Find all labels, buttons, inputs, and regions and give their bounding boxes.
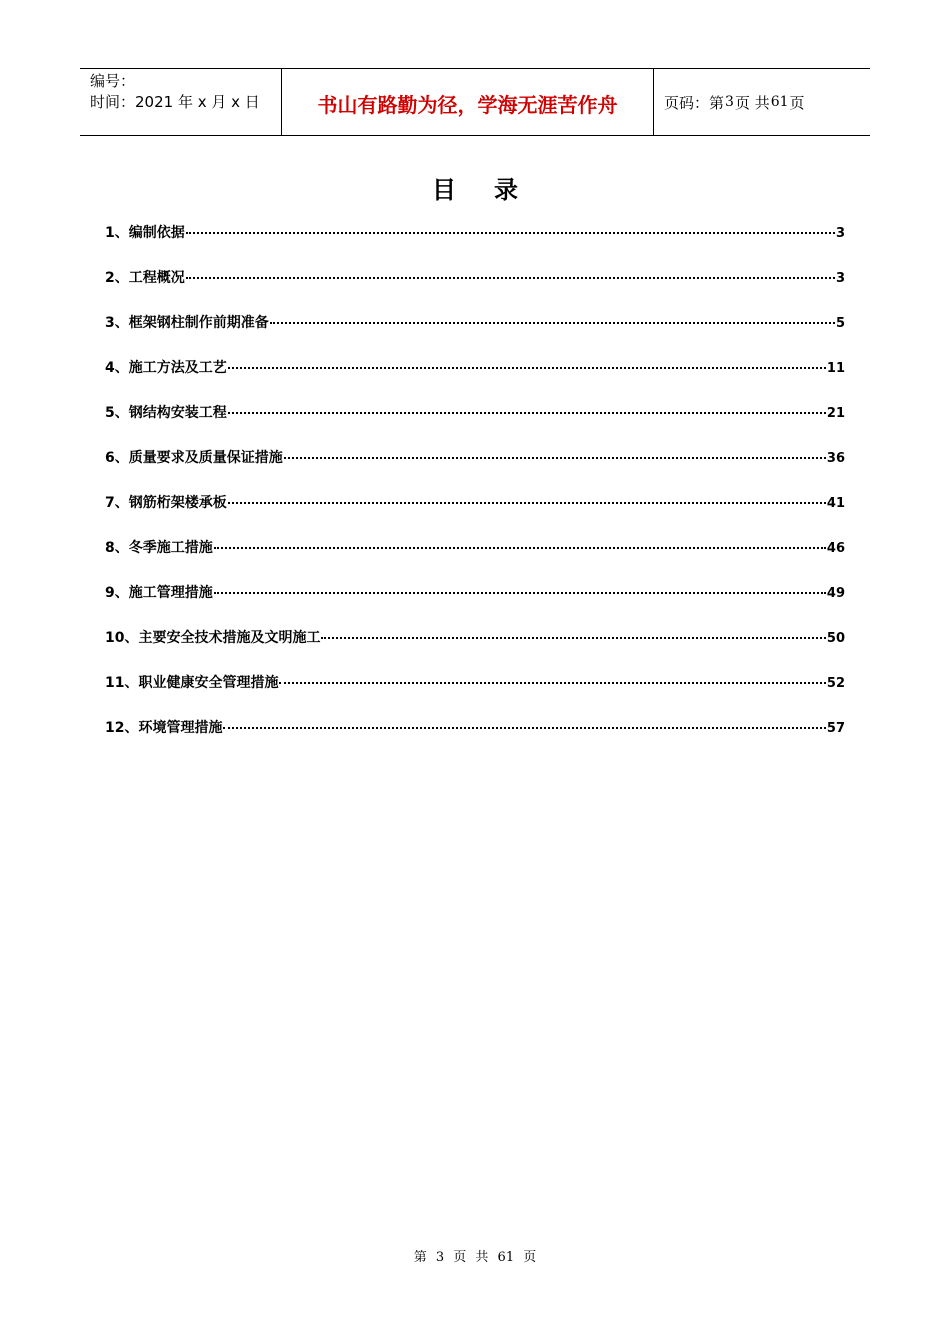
page-mid: 页 共 — [734, 93, 770, 112]
toc-entry-label: 5、钢结构安装工程 — [105, 405, 227, 421]
page-header — [80, 68, 870, 136]
toc-entry[interactable] — [105, 222, 845, 267]
toc-entry-page: 36 — [826, 451, 845, 466]
document-date: 时间：2021 年 x 月 x 日 — [90, 93, 260, 111]
toc-entry[interactable] — [105, 627, 845, 672]
toc-entry[interactable] — [105, 582, 845, 627]
toc-leader-dots — [270, 322, 835, 324]
toc-entry[interactable] — [105, 402, 845, 447]
toc-entry-label: 10、主要安全技术措施及文明施工 — [105, 630, 321, 646]
header-page-info — [654, 69, 870, 135]
page-suffix: 页 — [789, 93, 805, 112]
toc-entry-label: 12、环境管理措施 — [105, 720, 223, 736]
toc-entry-label: 9、施工管理措施 — [105, 585, 213, 601]
table-of-contents — [105, 222, 845, 762]
page-title — [0, 170, 950, 205]
toc-leader-dots — [228, 367, 826, 369]
toc-entry-page: 49 — [826, 586, 845, 601]
toc-entry[interactable] — [105, 537, 845, 582]
toc-entry-label: 8、冬季施工措施 — [105, 540, 213, 556]
toc-leader-dots — [223, 727, 825, 729]
toc-entry[interactable] — [105, 357, 845, 402]
toc-leader-dots — [228, 412, 826, 414]
toc-entry[interactable] — [105, 312, 845, 357]
title-char-2: 录 — [494, 176, 518, 204]
toc-entry-label: 1、编制依据 — [105, 225, 185, 241]
page-total: 61 — [770, 94, 789, 110]
toc-entry[interactable] — [105, 717, 845, 762]
toc-leader-dots — [186, 232, 835, 234]
toc-leader-dots — [214, 547, 826, 549]
toc-entry-page: 50 — [826, 631, 845, 646]
title-char-1: 目 — [432, 176, 456, 204]
toc-entry-label: 3、框架钢柱制作前期准备 — [105, 315, 269, 331]
toc-entry-label: 6、质量要求及质量保证措施 — [105, 450, 283, 466]
toc-entry-page: 41 — [826, 496, 845, 511]
document-number-label: 编号： — [90, 72, 136, 90]
toc-leader-dots — [186, 277, 835, 279]
toc-leader-dots — [321, 637, 825, 639]
header-meta — [80, 69, 281, 135]
toc-entry-page: 3 — [835, 226, 845, 241]
toc-entry[interactable] — [105, 492, 845, 537]
toc-leader-dots — [279, 682, 825, 684]
toc-entry-page: 57 — [826, 721, 845, 736]
page-prefix: 页码：第 — [664, 93, 725, 112]
page-footer: 第 3 页 共 61 页 — [413, 1250, 537, 1265]
toc-entry-page: 11 — [826, 361, 845, 376]
toc-leader-dots — [228, 502, 826, 504]
page-current: 3 — [725, 94, 734, 110]
toc-entry[interactable] — [105, 672, 845, 717]
toc-entry-label: 4、施工方法及工艺 — [105, 360, 227, 376]
header-motto: 书山有路勤为径，学海无涯苦作舟 — [281, 69, 654, 135]
toc-entry[interactable] — [105, 447, 845, 492]
toc-leader-dots — [284, 457, 826, 459]
toc-entry-page: 21 — [826, 406, 845, 421]
toc-entry-page: 5 — [835, 316, 845, 331]
toc-entry-label: 2、工程概况 — [105, 270, 185, 286]
toc-entry[interactable] — [105, 267, 845, 312]
toc-leader-dots — [214, 592, 826, 594]
toc-entry-page: 46 — [826, 541, 845, 556]
toc-entry-label: 11、职业健康安全管理措施 — [105, 675, 279, 691]
toc-entry-page: 3 — [835, 271, 845, 286]
toc-entry-label: 7、钢筋桁架楼承板 — [105, 495, 227, 511]
toc-entry-page: 52 — [826, 676, 845, 691]
